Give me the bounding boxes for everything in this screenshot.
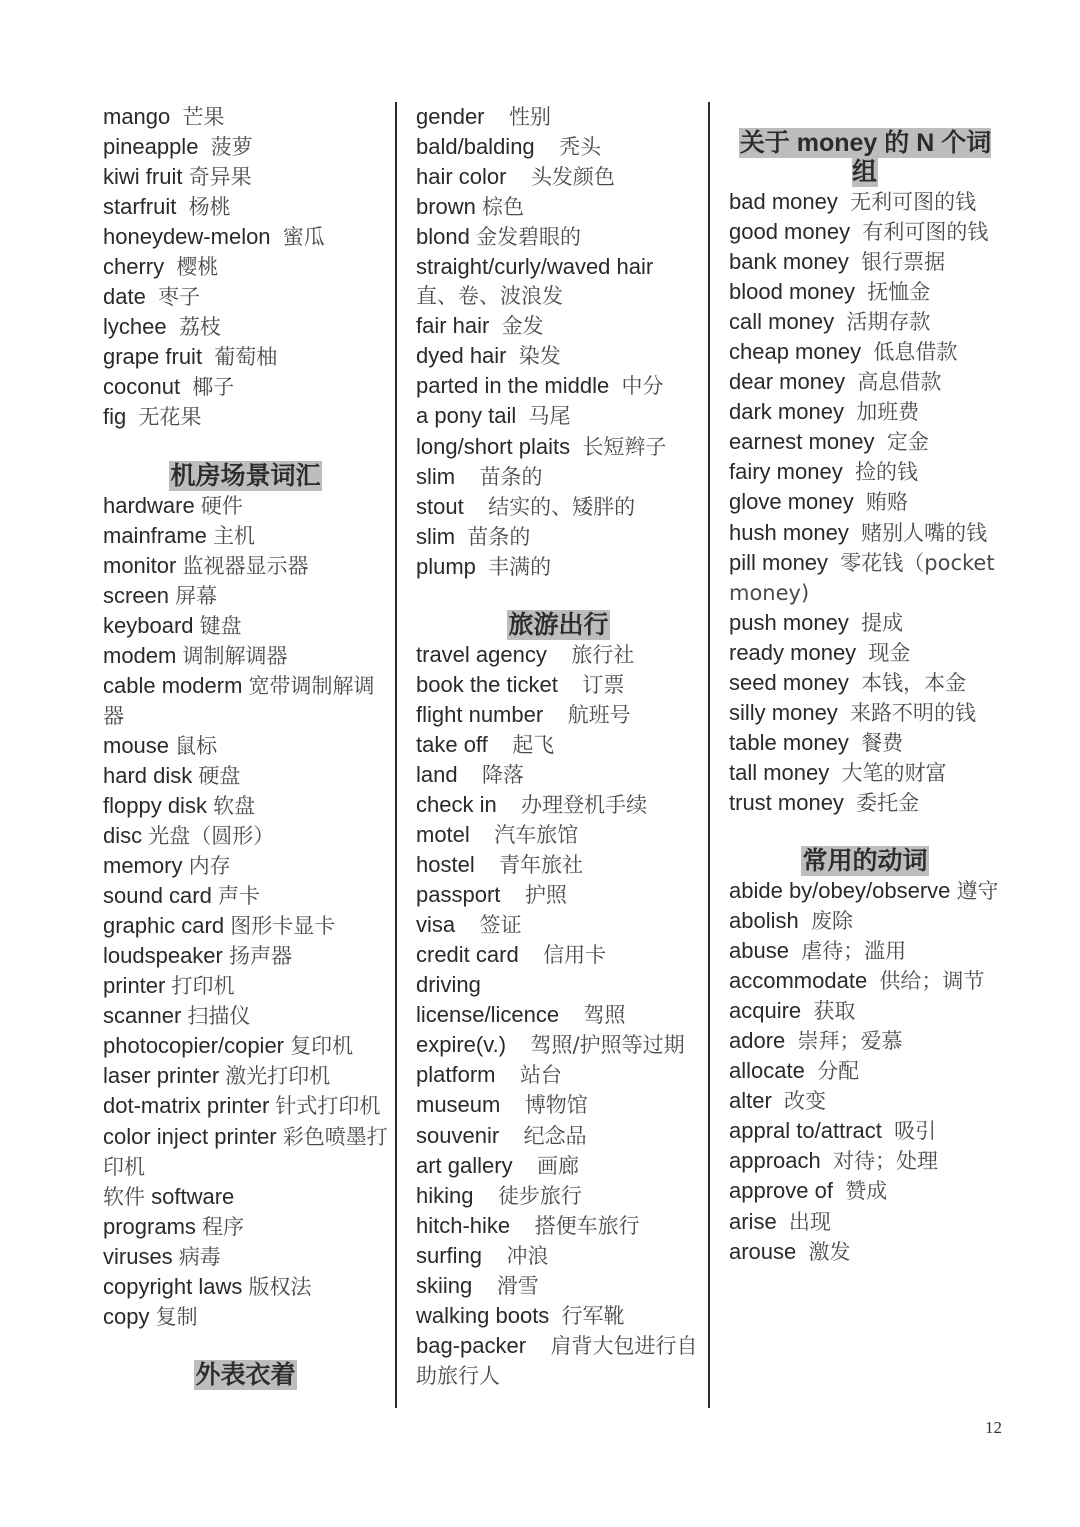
vocab-entry: earnest money 定金	[729, 429, 929, 455]
column-3	[729, 102, 1001, 1408]
section-common-verbs	[729, 847, 1001, 1267]
vocab-entry: ready money 现金	[729, 639, 911, 665]
vocab-entry: starfruit 杨桃	[103, 194, 231, 220]
section-heading: 常用的动词	[802, 846, 928, 875]
vocab-entry: motel 汽车旅馆	[416, 822, 579, 848]
vocab-entry: skiing 滑雪	[416, 1272, 539, 1298]
vocab-entry: gender 性别	[416, 104, 551, 129]
section-heading: 旅游出行	[508, 610, 609, 639]
vocab-entry: visa 签证	[416, 912, 522, 938]
section-appearance	[103, 1361, 388, 1390]
vocab-entry: screen 屏幕	[103, 582, 218, 608]
vocab-entry: coconut 椰子	[103, 374, 235, 400]
vocab-entry: keyboard 键盘	[103, 612, 242, 638]
vocab-entry: trust money 委托金	[729, 789, 920, 815]
column-2	[416, 102, 701, 1408]
vocab-entry: programs 程序	[103, 1213, 245, 1239]
section-heading: 外表衣着	[195, 1360, 296, 1389]
top-spacer	[729, 102, 1001, 129]
vocab-entry: copy 复制	[103, 1303, 198, 1329]
vocab-entry: dear money 高息借款	[729, 369, 942, 395]
vocab-entry: dot-matrix printer 针式打印机	[103, 1093, 381, 1119]
section-appearance-continued	[416, 102, 701, 582]
vocab-entry: abuse 虐待；滥用	[729, 938, 907, 964]
section-heading: 机房场景词汇	[170, 461, 321, 490]
vocab-entry: viruses 病毒	[103, 1243, 221, 1269]
vocab-entry: laser printer 激光打印机	[103, 1063, 331, 1089]
vocab-entry: honeydew-melon 蜜瓜	[103, 224, 325, 250]
section-money-phrases	[729, 129, 1001, 818]
vocab-entry: hardware 硬件	[103, 492, 243, 518]
vocab-entry: glove money 贿赂	[729, 489, 908, 515]
vocab-entry: hard disk 硬盘	[103, 762, 241, 788]
vocab-entry: dyed hair 染发	[416, 343, 561, 369]
vocab-entry: graphic card 图形卡显卡	[103, 913, 336, 939]
section-spacer	[103, 1332, 388, 1361]
vocab-entry: mango 芒果	[103, 104, 225, 129]
vocab-entry: straight/curly/waved hair 直、卷、波浪发	[416, 254, 654, 309]
vocab-entry: photocopier/copier 复印机	[103, 1033, 354, 1059]
vocab-entry: plump 丰满的	[416, 553, 552, 579]
vocab-entry: monitor 监视器显示器	[103, 552, 309, 578]
vocab-entry: walking boots 行军靴	[416, 1302, 625, 1328]
vocab-entry: printer 打印机	[103, 973, 235, 999]
vocab-entry: museum 博物馆	[416, 1092, 588, 1118]
section-spacer	[416, 582, 701, 611]
vocab-entry: alter 改变	[729, 1088, 827, 1114]
vocab-entry: arise 出现	[729, 1208, 831, 1234]
vocab-entry: blond 金发碧眼的	[416, 224, 581, 250]
vocab-entry: fair hair 金发	[416, 313, 544, 339]
vocab-entry: sound card 声卡	[103, 883, 260, 909]
vocab-entry: hitch-hike 搭便车旅行	[416, 1212, 640, 1238]
vocab-entry: driving	[416, 972, 481, 998]
vocab-entry: acquire 获取	[729, 998, 856, 1024]
vocab-entry: pineapple 菠萝	[103, 134, 253, 160]
vocab-entry: 软件 software	[103, 1183, 235, 1209]
vocab-entry: dark money 加班费	[729, 399, 920, 425]
vocab-entry: bag-packer 肩背大包进行自助旅行人	[416, 1332, 698, 1388]
section-spacer	[103, 433, 388, 462]
vocab-entry: approach 对待；处理	[729, 1148, 938, 1174]
vocab-entry: blood money 抚恤金	[729, 279, 931, 305]
vocab-entry: allocate 分配	[729, 1058, 860, 1084]
vocab-entry: memory 内存	[103, 853, 231, 879]
vocab-entry: seed money 本钱，本金	[729, 669, 967, 695]
column-divider-left	[395, 102, 397, 1408]
section-heading: 关于 money 的 N 个词组	[739, 129, 992, 186]
page-number: 12	[985, 1418, 1002, 1437]
vocab-entry: color inject printer 彩色喷墨打印机	[103, 1123, 388, 1179]
vocab-entry: accommodate 供给；调节	[729, 968, 985, 994]
vocab-entry: approve of 赞成	[729, 1178, 888, 1204]
vocab-entry: travel agency 旅行社	[416, 641, 635, 667]
column-1	[103, 102, 388, 1408]
vocab-entry: take off 起飞	[416, 731, 555, 757]
vocab-entry: scanner 扫描仪	[103, 1003, 251, 1029]
vocab-entry: disc 光盘（圆形）	[103, 823, 275, 849]
vocab-entry: stout 结实的、矮胖的	[416, 493, 636, 519]
vocab-entry: mainframe 主机	[103, 522, 256, 548]
vocab-entry: bank money 银行票据	[729, 249, 946, 275]
vocab-entry: call money 活期存款	[729, 309, 931, 335]
vocab-entry: credit card 信用卡	[416, 942, 607, 968]
vocab-entry: hostel 青年旅社	[416, 852, 584, 878]
vocab-entry: bald/balding 秃头	[416, 134, 602, 160]
vocab-entry: passport 护照	[416, 882, 567, 908]
vocab-entry: parted in the middle 中分	[416, 373, 664, 399]
vocab-entry: book the ticket 订票	[416, 671, 625, 697]
vocab-entry: loudspeaker 扬声器	[103, 943, 292, 969]
vocab-entry: adore 崇拜；爱慕	[729, 1028, 903, 1054]
vocab-entry: kiwi fruit 奇异果	[103, 164, 252, 190]
section-fruits	[103, 102, 388, 433]
vocab-entry: souvenir 纪念品	[416, 1122, 587, 1148]
vocab-entry: slim 苗条的	[416, 463, 543, 489]
section-spacer	[729, 818, 1001, 847]
vocab-entry: grape fruit 葡萄柚	[103, 344, 278, 370]
vocab-entry: art gallery 画廊	[416, 1152, 580, 1178]
vocab-entry: fig 无花果	[103, 404, 202, 430]
vocab-entry: arouse 激发	[729, 1238, 851, 1264]
vocab-entry: push money 提成	[729, 609, 904, 635]
vocab-entry: abide by/obey/observe 遵守	[729, 877, 999, 903]
vocab-entry: cherry 樱桃	[103, 254, 219, 280]
vocab-entry: pill money 零花钱（pocket money)	[729, 549, 995, 605]
vocab-entry: cheap money 低息借款	[729, 339, 958, 365]
vocab-entry: license/licence 驾照	[416, 1002, 626, 1028]
vocab-entry: surfing 冲浪	[416, 1242, 549, 1268]
vocab-entry: appral to/attract 吸引	[729, 1118, 937, 1144]
vocab-entry: land 降落	[416, 761, 525, 787]
vocab-entry: silly money 来路不明的钱	[729, 699, 977, 725]
vocab-entry: a pony tail 马尾	[416, 403, 571, 429]
vocab-entry: cable moderm 宽带调制解调器	[103, 672, 375, 728]
vocab-entry: hush money 赌别人嘴的钱	[729, 519, 988, 545]
vocab-entry: lychee 荔枝	[103, 314, 221, 340]
vocab-entry: table money 餐费	[729, 729, 904, 755]
vocab-entry: hair color 头发颜色	[416, 164, 615, 190]
vocab-entry: mouse 鼠标	[103, 732, 218, 758]
vocab-entry: hiking 徒步旅行	[416, 1182, 582, 1208]
vocab-entry: date 枣子	[103, 284, 201, 310]
column-divider-right	[708, 102, 710, 1408]
vocab-entry: bad money 无利可图的钱	[729, 189, 977, 214]
vocab-entry: slim 苗条的	[416, 523, 531, 549]
vocab-entry: good money 有利可图的钱	[729, 219, 989, 245]
vocab-entry: expire(v.) 驾照/护照等过期	[416, 1032, 685, 1058]
vocab-entry: long/short plaits 长短辫子	[416, 433, 667, 459]
vocab-entry: modem 调制解调器	[103, 642, 288, 668]
vocab-entry: fairy money 捡的钱	[729, 459, 918, 485]
vocab-entry: brown 棕色	[416, 194, 525, 220]
vocab-entry: flight number 航班号	[416, 701, 631, 727]
vocab-entry: abolish 废除	[729, 908, 853, 934]
section-computer-room	[103, 462, 388, 1332]
vocab-entry: platform 站台	[416, 1062, 562, 1088]
vocab-entry: floppy disk 软盘	[103, 792, 256, 818]
vocab-entry: tall money 大笔的财富	[729, 759, 947, 785]
section-travel	[416, 611, 701, 1391]
vocab-entry: check in 办理登机手续	[416, 791, 648, 817]
vocab-entry: copyright laws 版权法	[103, 1273, 312, 1299]
